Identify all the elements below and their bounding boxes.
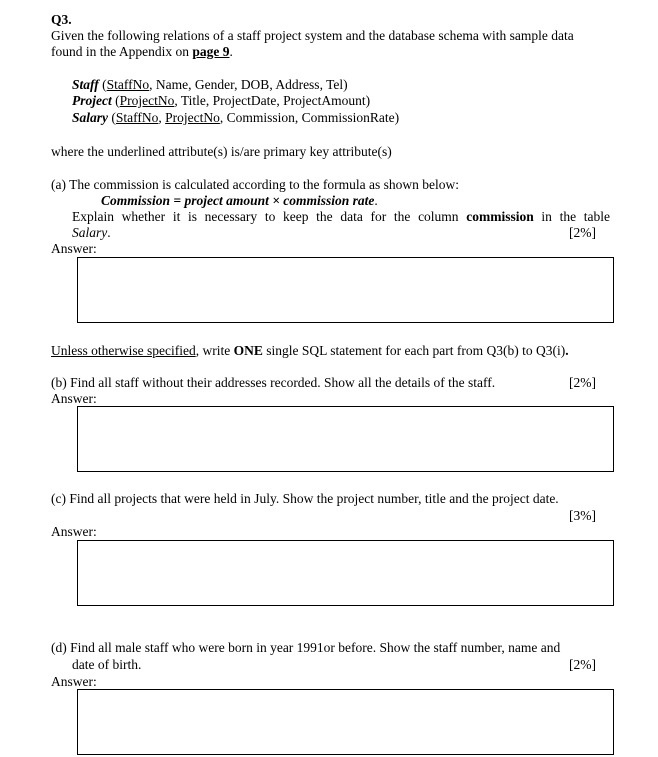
separator: , [158,110,166,125]
paren: ( [111,93,120,108]
part-a-line-3 [72,209,610,225]
instruction-underlined: Unless otherwise specified [51,343,196,358]
formula-period: . [374,193,378,208]
part-d-marks: [2%] [569,657,596,672]
part-d-answer-label: Answer: [51,674,97,689]
part-a-formula [101,193,378,209]
column-name-commission: commission [466,209,534,224]
schema-staff [72,77,348,93]
part-d-question-line-1: (d) Find all male staff who were born in year 1991or before. Show the staff number, name and [51,640,561,655]
part-a-marks: [2%] [569,225,596,240]
instruction-text: , write [195,343,234,358]
part-a-answer-box[interactable] [77,257,614,323]
instruction-period: . [565,343,569,358]
period: . [107,225,111,240]
part-c-answer-box[interactable] [77,540,614,606]
part-a-line-1: (a) The commission is calculated according to the formula as shown below: [51,177,460,192]
paren: ( [98,77,107,92]
part-b-answer-box[interactable] [77,406,614,472]
part-b-question: (b) Find all staff without their addresses recorded. Show all the details of the staff. [51,375,496,390]
question-number: Q3. [51,12,72,27]
schema-project [72,93,370,109]
primary-key-salary-projectno: ProjectNo [165,110,220,125]
paren: ( [108,110,116,125]
relation-name-salary: Salary [72,110,109,125]
appendix-page-link[interactable]: page 9 [192,44,230,59]
primary-key-staffno: StaffNo [106,77,150,92]
part-d-answer-box[interactable] [77,689,614,755]
intro-text: found in the Appendix on [51,44,193,59]
part-a-answer-label: Answer: [51,241,97,256]
intro-line-1: Given the following relations of a staff project system and the database schema with sample data [51,28,574,43]
primary-key-projectno: ProjectNo [119,93,175,108]
part-a-text: Explain whether it is necessary to keep the data for the column [72,209,467,224]
schema-salary [72,110,399,126]
primary-key-salary-staffno: StaffNo [115,110,159,125]
part-d-question-line-2: date of birth. [72,657,142,672]
sql-instruction [51,343,569,359]
schema-note: where the underlined attribute(s) is/are primary key attribute(s) [51,144,392,159]
part-c-question: (c) Find all projects that were held in July. Show the project number, title and the project date. [51,491,559,506]
relation-name-project: Project [72,93,112,108]
relation-name-staff: Staff [72,77,99,92]
part-a-line-4 [72,225,111,241]
part-a-text-end: in the table [533,209,611,224]
attributes-staff: , Name, Gender, DOB, Address, Tel) [149,77,348,92]
intro-period: . [229,44,233,59]
table-name-salary: Salary [72,225,108,240]
part-b-marks: [2%] [569,375,596,390]
instruction-text-end: single SQL statement for each part from Q3(b) to Q3(i) [262,343,566,358]
formula-text: Commission = project amount × commission rate [101,193,375,208]
attributes-salary: , Commission, CommissionRate) [219,110,400,125]
attributes-project: , Title, ProjectDate, ProjectAmount) [174,93,371,108]
part-c-marks: [3%] [569,508,596,523]
part-c-answer-label: Answer: [51,524,97,539]
instruction-bold: ONE [233,343,263,358]
intro-line-2 [51,44,233,60]
part-b-answer-label: Answer: [51,391,97,406]
